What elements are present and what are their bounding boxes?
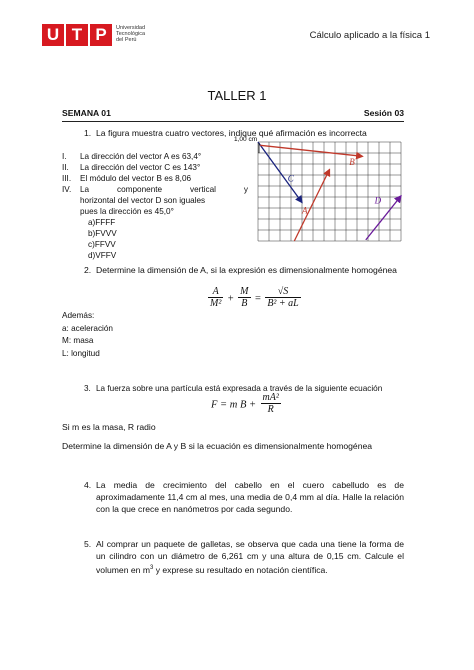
option: d)VFFV: [88, 251, 117, 260]
statement: IV. La componente vertical y: [62, 185, 248, 194]
eq-den: B² + aL: [267, 298, 299, 309]
q3-line2: Determine la dimensión de A y B si la ecuación es dimensionalmente homogénea: [62, 441, 373, 451]
statement: III. El módulo del vector B es 8,06: [62, 174, 192, 183]
logo-line: del Perú: [116, 37, 137, 43]
q5-number: 5.: [84, 539, 92, 549]
q4-line: La media de crecimiento del cabello en el cuero cabelludo es de: [96, 480, 404, 490]
also-label: Además:: [62, 311, 95, 320]
q4-number: 4.: [84, 480, 92, 490]
q5-line: Al comprar un paquete de galletas, se observa que cada una tiene la forma de: [96, 539, 404, 549]
q2-number: 2.: [84, 265, 92, 275]
header-rule: [62, 121, 404, 122]
definition: M: masa: [62, 336, 94, 345]
q5-line: volumen en $m^3$ y exprese su resultado en notación científica.: [96, 564, 328, 575]
logo-letter: T: [66, 24, 88, 46]
eq-num: mA²: [262, 392, 279, 403]
week-label: SEMANA 01: [62, 108, 111, 118]
q4-text: [96, 480, 404, 515]
q3-equation: [211, 392, 281, 415]
logo-line: Tecnológica: [116, 31, 146, 37]
statement-cont: horizontal del vector D son iguales: [80, 196, 206, 205]
logo-text: [116, 25, 145, 43]
q2-definitions: [62, 310, 113, 360]
eq-num: √S: [265, 286, 300, 298]
statement: I. La dirección del vector A es 63,4°: [62, 152, 202, 161]
q3-text: La fuerza sobre una partícula está expresada a través de la siguiente ecuación: [96, 384, 383, 393]
course-name: Cálculo aplicado a la física 1: [309, 30, 430, 41]
q1-number: 1.: [84, 128, 92, 138]
option: b)FVVV: [88, 229, 117, 238]
grid: [258, 142, 401, 241]
vector-c-label: C: [287, 173, 294, 184]
vector-b-label: B: [349, 157, 355, 168]
eq-den: B: [241, 298, 248, 309]
page-title: TALLER 1: [207, 88, 267, 103]
eq-op: +: [227, 293, 234, 305]
q5-line: un cilindro con un diámetro de 6,261 cm y una altura de 0,15 cm. Calcule el: [96, 550, 404, 561]
definition: a: aceleración: [62, 323, 113, 333]
vector-b-arrow: [260, 145, 362, 156]
scale-label: 1,00 cm: [234, 136, 258, 143]
q2-equation: [208, 286, 301, 309]
q5-text: [96, 539, 404, 576]
q1-text: La figura muestra cuatro vectores, indique qué afirmación es incorrecta: [96, 128, 367, 138]
vector-figure: [228, 130, 408, 250]
option: c)FFVV: [88, 240, 116, 249]
statement: II. La dirección del vector C es 143°: [62, 163, 201, 172]
vector-d-arrow: [366, 196, 401, 240]
vector-d-label: D: [374, 195, 382, 206]
statement-cont: pues la dirección es 45,0°: [80, 207, 174, 216]
session-label: Sesión 03: [363, 108, 404, 118]
eq-num: A: [208, 286, 223, 298]
logo-line: Universidad: [116, 25, 146, 31]
eq-den: R: [267, 404, 274, 415]
logo-letter: U: [42, 24, 64, 46]
eq-num: M: [240, 286, 249, 297]
q2-text: Determine la dimensión de A, si la expresión es dimensionalmente homogénea: [96, 265, 397, 275]
q3-line1: Si m es la masa, R radio: [62, 422, 156, 432]
definition: L: longitud: [62, 348, 100, 358]
logo-letter: P: [90, 24, 112, 46]
q3-number: 3.: [84, 384, 91, 393]
utp-logo: [42, 24, 114, 46]
eq-left: F = m B +: [211, 399, 257, 411]
q4-line: aproximadamente 11,4 cm al mes, una media de 0,4 mm al día. Halle la relación: [96, 491, 404, 502]
vector-a-label: A: [302, 205, 308, 216]
eq-op: =: [254, 293, 261, 305]
q4-line: con la que crece en nanómetros por cada segundo.: [96, 503, 293, 514]
eq-den: M²: [210, 298, 222, 309]
option: a)FFFF: [88, 218, 116, 227]
